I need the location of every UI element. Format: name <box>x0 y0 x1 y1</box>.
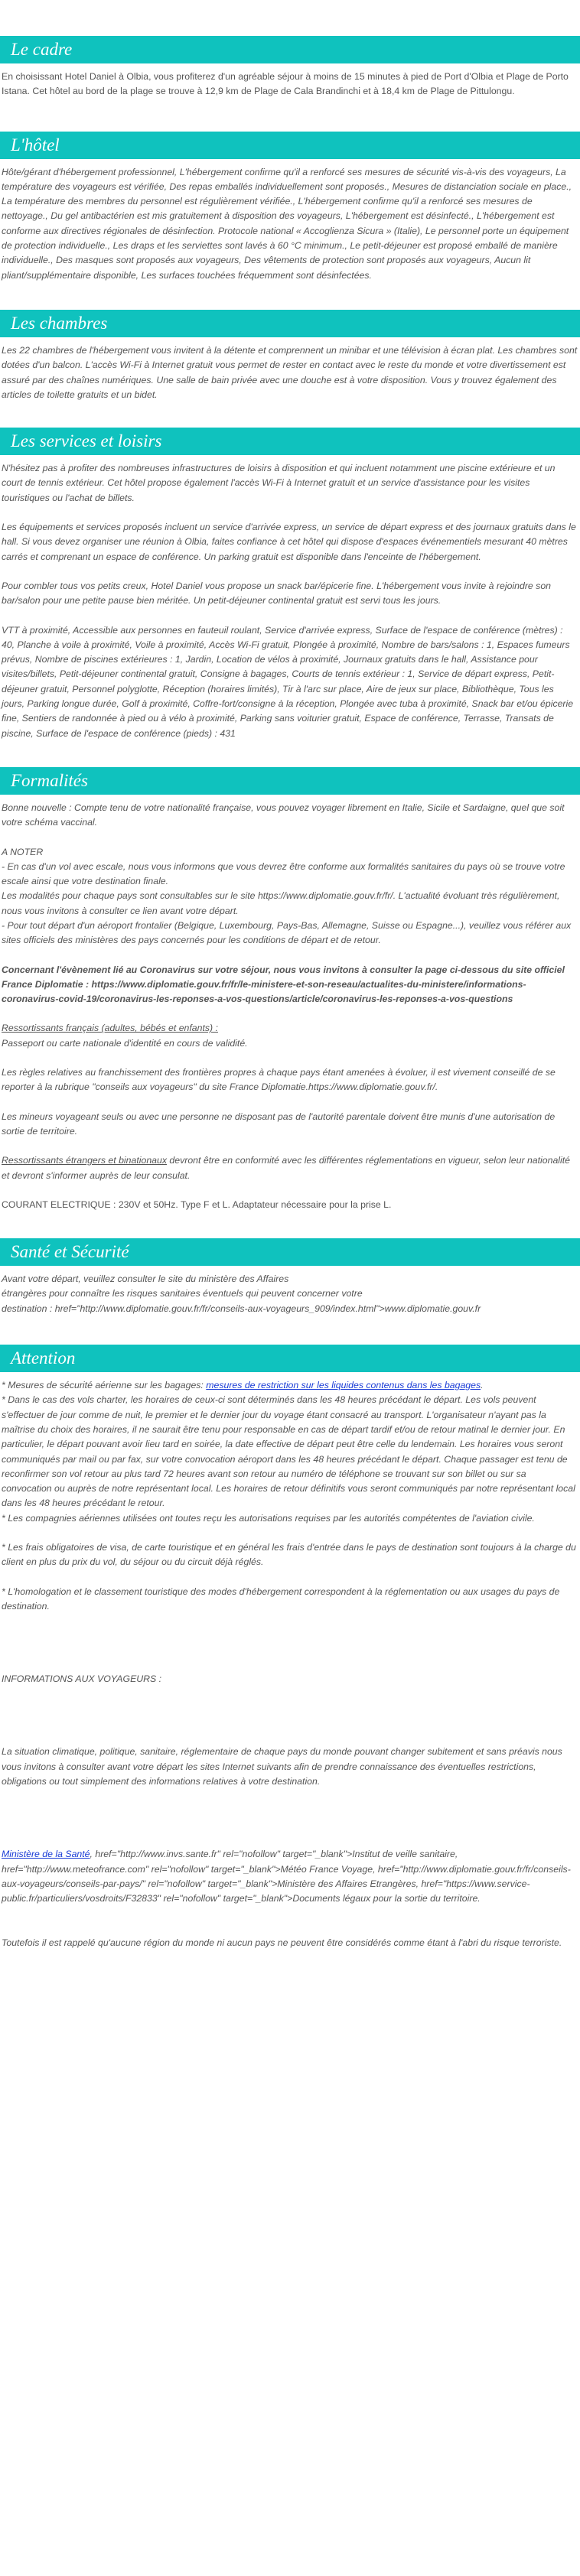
sante-text <box>0 1272 580 1316</box>
section-formalites <box>0 741 580 1212</box>
sante-line-1: Avant votre départ, veuillez consulter le site du ministère des Affaires <box>2 1273 289 1285</box>
securite-paragraph <box>2 1378 578 1393</box>
ressortissants-title: Ressortissants français (adultes, bébés et enfants) : <box>2 1023 218 1034</box>
terrorisme-paragraph: Toutefois il est rappelé qu'aucune région du monde ni aucun pays ne peuvent être considérés comme étant à l'abri du risque terroriste. <box>2 1937 562 1948</box>
formalites-paragraph-1: Bonne nouvelle : Compte tenu de votre nationalité française, vous pouvez voyager librement en Italie, Sicile et Sardaigne, quel que soit votre schéma vaccinal. <box>2 802 565 828</box>
securite-suffix: . <box>481 1380 484 1391</box>
ministere-sante-link[interactable]: Ministère de la Santé <box>2 1849 90 1860</box>
services-paragraph-2: Les équipements et services proposés incluent un service d'arrivée express, un service de départ express et des journaux gratuits dans le hall. Si vous devez organiser une réunion à Olbia, faites confiance à cet hôtel qui dispose d'espaces événementiels mesurant 40 mètres carrés et comprenant un espace de conférence. Un parking gratuit est disponible dans l'enceinte de l'hébergement. <box>2 522 576 562</box>
vols-paragraph: * Dans le cas des vols charter, les horaires de ceux-ci sont déterminés dans les 48 heures précédant le départ. Les vols peuvent s'effectuer de jour comme de nuit, le premier et le dernier jour du voyage étant consacré au transport. L'organisateur n'ayant pas la maîtrise du choix des horaires, il ne saurait être tenu pour responsable en cas de départ tardif et/ou de retour matinal le dernier jour. En particulier, le départ pouvant avoir lieu tard en soirée, la date effective de départ peut être celle du lendemain. Les horaires vous seront communiqués par mail ou par fax, sur votre convocation aéroport dans les 48 heures précédant le départ. Chaque passager est tenu de reconfirmer son vol retour au plus tard 72 heures avant son retour au numéro de téléphone se trouvant sur son billet ou sur sa convocation ou auprès de notre représentant local. Les horaires de retour définitifs vous seront communiqués par notre représentant local dans les 48 heures précédant le retour. <box>2 1394 575 1509</box>
section-chambres <box>0 283 580 402</box>
section-hotel <box>0 99 580 283</box>
cadre-text <box>0 70 580 99</box>
services-text <box>0 461 580 741</box>
attention-text <box>0 1378 580 1950</box>
infos-voyageurs: INFORMATIONS AUX VOYAGEURS : <box>2 1673 162 1685</box>
ministere-paragraph <box>2 1847 578 1906</box>
situation-paragraph: La situation climatique, politique, sanitaire, réglementaire de chaque pays du monde pouvant changer subitement et sans préavis nous vous invitons à consulter avant votre départ les sites Internet suivants afin de prendre connaissance des éventuelles restrictions, obligations ou tout simplement des informations relatives à votre destination. <box>2 1746 562 1787</box>
section-cadre <box>0 0 580 99</box>
cadre-paragraph: En choisissant Hotel Daniel à Olbia, vous profiterez d'un agréable séjour à moins de 15 minutes à pied de Port d'Olbia et Plage de Porto Istana. Cet hôtel au bord de la plage se trouve à 12,9 km de Plage de Cala Brandinchi et à 18,4 km de Plage de Pittulongu. <box>2 71 569 97</box>
chambres-text <box>0 343 580 402</box>
sante-line-2: étrangères pour connaître les risques sanitaires éventuels qui peuvent concerner votre <box>2 1288 363 1299</box>
hotel-text <box>0 165 580 283</box>
homologation-paragraph: * L'homologation et le classement touristique des modes d'hébergement correspondent à la réglementation ou aux usages du pays de destination. <box>2 1586 560 1612</box>
section-title-attention: Attention <box>0 1345 580 1372</box>
services-paragraph-1: N'hésitez pas à profiter des nombreuses infrastructures de loisirs à disposition et qui incluent notamment une piscine extérieure et un court de tennis extérieur. Cet hôtel propose également l'accès Wi-Fi à Internet gratuit et un service d'assistance pour les visites touristiques ou l'achat de billets. <box>2 463 556 503</box>
section-title-cadre: Le cadre <box>0 36 580 63</box>
note-title: A NOTER <box>2 846 44 857</box>
section-title-chambres: Les chambres <box>0 310 580 337</box>
etrangers-underline: Ressortissants étrangers et binationaux <box>2 1155 167 1166</box>
sante-line-3: destination : href="http://www.diplomatie.gouv.fr/fr/conseils-aux-voyageurs_909/index.html">www.diplomatie.gouv.fr <box>2 1303 481 1314</box>
coronavirus-notice: Concernant l'évènement lié au Coronavirus sur votre séjour, nous vous invitons à consulter la page ci-dessous du site officiel France Diplomatie : https://www.diplomatie.gouv.fr/fr/le-ministere-et-son-reseau/actualites-du-ministere/informations-coronavirus-covid-19/coronavirus-les-reponses-a-vos-questions/article/coronavirus-les-reponses-a-vos-questions <box>2 964 565 1005</box>
ressortissants-text: Passeport ou carte nationale d'identité en cours de validité. <box>2 1037 248 1049</box>
chambres-paragraph: Les 22 chambres de l'hébergement vous invitent à la détente et comprennent un minibar et une télévision à écran plat. Les chambres sont dotées d'un balcon. L'accès Wi-Fi à Internet gratuit vous permet de rester en contact avec le reste du monde et votre divertissement est assuré par des chaînes numériques. Une salle de bain privée avec une douche est à votre disposition. Vous y trouvez également des articles de toilette gratuits et un bidet. <box>2 344 578 400</box>
hotel-paragraph: Hôte/gérant d'hébergement professionnel, L'hébergement confirme qu'il a renforcé ses mesures de sécurité vis-à-vis des voyageurs, La température des voyageurs est vérifiée, Des repas emballés individuellement sont proposés., Mesures de distanciation sociale en place., La température des membres du personnel est régulièrement vérifiée., L'hébergement confirme qu'il a renforcé ses mesures de nettoyage., Du gel antibactérien est mis gratuitement à disposition des voyageurs, L'hébergement est désinfecté., L'hébergement est conforme aux directives régionales de désinfection. Protocole national « Accoglienza Sicura » (Italie), Le personnel porte un équipement de protection individuelle., Les draps et les serviettes sont lavés à 60 °C minimum., Le petit-déjeuner est proposé emballé de manière individuelle., Des masques sont proposés aux voyageurs, Des vêtements de protection sont proposés aux voyageurs, Aucun lit pliant/supplémentaire disponible, Les surfaces touchées fréquemment sont désinfectées. <box>2 166 572 281</box>
compagnies-paragraph: * Les compagnies aériennes utilisées ont toutes reçu les autorisations requises par les autorités compétentes de l'aviation civile. <box>2 1512 535 1524</box>
regles-paragraph: Les règles relatives au franchissement des frontières propres à chaque pays étant amenées à évoluer, il est vivement conseillé de se reporter à la rubrique "conseils aux voyageurs" du site France Diplomatie.https://www.diplomatie.gouv.fr/. <box>2 1067 556 1093</box>
services-paragraph-3: Pour combler tous vos petits creux, Hotel Daniel vous propose un snack bar/épicerie fine. L'hébergement vous invite à rejoindre son bar/salon pour une petite pause bien méritée. Un petit-déjeuner continental gratuit est servi tous les jours. <box>2 580 552 607</box>
frais-paragraph: * Les frais obligatoires de visa, de carte touristique et en général les frais d'entrée dans le pays de destination sont toujours à la charge du client en plus du prix du vol, du séjour ou du circuit déjà réglés. <box>2 1542 576 1568</box>
section-attention <box>0 1316 580 1950</box>
note-line-2: Les modalités pour chaque pays sont consultables sur le site https://www.diplomatie.gouv.fr/fr/. L'actualité évoluant très régulièrement, nous vous invitons à consulter ce lien avant votre départ. <box>2 890 560 916</box>
note-line-3: - Pour tout départ d'un aéroport frontalier (Belgique, Luxembourg, Pays-Bas, Allemagne, Suisse ou Espagne...), veuillez vous référer aux sites officiels des ministères des pays concernés pour les conditions de départ et de retour. <box>2 919 572 946</box>
etrangers-paragraph <box>2 1153 578 1183</box>
section-title-sante: Santé et Sécurité <box>0 1238 580 1266</box>
ministere-rest: , href="http://www.invs.sante.fr" rel="nofollow" target="_blank">Institut de veille sanitaire, href="http://www.meteofrance.com" rel="nofollow" target="_blank">Météo France Voyage, href="http://www.diplomatie.gouv.fr/fr/conseils-aux-voyageurs/conseils-par-pays/" rel="nofollow" target="_blank">Ministère des Affaires Etrangères, href="https://www.service-public.fr/particuliers/vosdroits/F32833" rel="nofollow" target="_blank">Documents légaux pour la sortie du territoire. <box>2 1849 571 1904</box>
note-line-1: - En cas d'un vol avec escale, nous vous informons que vous devrez être conforme aux formalités sanitaires du pays où se trouve votre escale ainsi que votre destination finale. <box>2 860 565 887</box>
courant-paragraph: COURANT ELECTRIQUE : 230V et 50Hz. Type F et L. Adaptateur nécessaire pour la prise L. <box>2 1199 392 1210</box>
liquides-restriction-link[interactable]: mesures de restriction sur les liquides contenus dans les bagages <box>206 1380 481 1391</box>
securite-prefix: * Mesures de sécurité aérienne sur les bagages: <box>2 1380 207 1391</box>
section-sante <box>0 1212 580 1316</box>
mineurs-paragraph: Les mineurs voyageant seuls ou avec une personne ne disposant pas de l'autorité parentale doivent être munis d'une autorisation de sortie de territoire. <box>2 1111 556 1137</box>
section-title-hotel: L'hôtel <box>0 132 580 159</box>
etrangers-rest: devront être en conformité avec les différentes réglementations en vigueur, selon leur nationalité et devront s'informer auprès de leur consulat. <box>2 1155 571 1181</box>
section-title-formalites: Formalités <box>0 767 580 795</box>
section-services <box>0 402 580 741</box>
section-title-services: Les services et loisirs <box>0 428 580 455</box>
formalites-text <box>0 801 580 1212</box>
services-paragraph-4: VTT à proximité, Accessible aux personnes en fauteuil roulant, Service d'arrivée express, Surface de l'espace de conférence (mètres) : 40, Planche à voile à proximité, Voile à proximité, Accès Wi-Fi gratuit, Plongée à proximité, Nombre de bars/salons : 1, Espaces fumeurs prévus, Nombre de piscines extérieures : 1, Jardin, Location de vélos à proximité, Journaux gratuits dans le hall, Assistance pour visites/billets, Petit-déjeuner continental gratuit, Consigne à bagages, Courts de tennis extérieur : 1, Service de départ express, Petit-déjeuner gratuit, Personnel polyglotte, Réception (horaires limités), Tir à l'arc sur place, Aire de jeux sur place, Bibliothèque, Tous les jours, Parking longue durée, Golf à proximité, Coffre-fort/consigne à la réception, Plongée avec tuba à proximité, Snack bar et/ou épicerie fine, Sentiers de randonnée à pied ou à vélo à proximité, Parking sans voiturier gratuit, Espace de conférence, Terrasse, Transats de piscine, Surface de l'espace de conférence (pieds) : 431 <box>2 624 574 739</box>
